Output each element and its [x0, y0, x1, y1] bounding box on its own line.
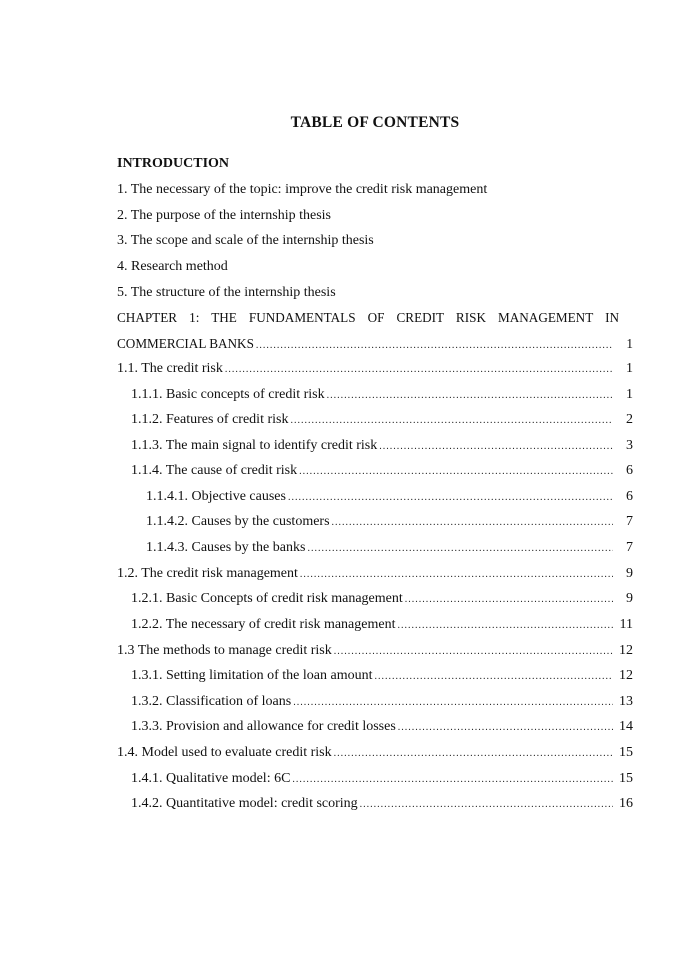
toc-entry — [117, 643, 633, 659]
toc-entry-page: 13 — [619, 694, 633, 709]
toc-entry-page: 7 — [626, 514, 633, 529]
toc-entry — [131, 591, 633, 607]
toc-entry — [131, 412, 633, 428]
toc-entry-page: 1 — [626, 336, 633, 351]
toc-entry-chapter1 — [117, 336, 633, 352]
toc-entry-page: 9 — [626, 566, 633, 581]
toc-entry-page: 9 — [626, 591, 633, 606]
toc-entry-page: 11 — [619, 617, 633, 632]
toc-entry-text: 1.3.2. Classification of loans — [131, 694, 292, 709]
toc-entry-page: 14 — [619, 719, 633, 734]
dot-leader — [290, 415, 613, 426]
toc-entry-text: 1.1. The credit risk — [117, 361, 223, 376]
dot-leader — [292, 774, 613, 785]
dot-leader — [256, 340, 613, 351]
toc-entry-text: 1.2.1. Basic Concepts of credit risk management — [131, 591, 403, 606]
toc-entry — [131, 463, 633, 479]
toc-entry-text: 1.1.4.2. Causes by the customers — [146, 514, 330, 529]
toc-entry-page: 2 — [626, 412, 633, 427]
toc-entry — [131, 694, 633, 710]
toc-entry-text: 1.1.1. Basic concepts of credit risk — [131, 387, 325, 402]
toc-entry — [131, 796, 633, 812]
intro-item-3: 3. The scope and scale of the internship thesis — [117, 233, 374, 248]
toc-entry — [131, 617, 633, 633]
toc-entry-page: 12 — [619, 643, 633, 658]
toc-entry — [131, 771, 633, 787]
intro-item-2: 2. The purpose of the internship thesis — [117, 208, 331, 223]
dot-leader — [397, 620, 613, 631]
toc-entry-page: 6 — [626, 489, 633, 504]
intro-item-1: 1. The necessary of the topic: improve the credit risk management — [117, 182, 488, 197]
dot-leader — [379, 441, 613, 452]
toc-entry — [131, 387, 633, 403]
dot-leader — [327, 390, 613, 401]
toc-entry-page: 3 — [626, 438, 633, 453]
toc-entry-page: 7 — [626, 540, 633, 555]
toc-entry — [146, 540, 633, 556]
toc-entry-page: 15 — [619, 745, 633, 760]
dot-leader — [225, 364, 613, 375]
toc-entry-page: 12 — [619, 668, 633, 683]
dot-leader — [299, 466, 613, 477]
dot-leader — [307, 543, 613, 554]
toc-entry-text: 1.1.4.3. Causes by the banks — [146, 540, 306, 555]
introduction-heading: INTRODUCTION — [117, 156, 230, 171]
toc-entry-text: 1.1.2. Features of credit risk — [131, 412, 289, 427]
chapter-heading-line1: CHAPTER 1: THE FUNDAMENTALS OF CREDIT RISK MANAGEMENT IN — [117, 310, 619, 325]
toc-entry-page: 15 — [619, 771, 633, 786]
toc-entry-text: 1.1.4.1. Objective causes — [146, 489, 286, 504]
intro-item-5: 5. The structure of the internship thesis — [117, 285, 336, 300]
toc-entry — [131, 438, 633, 454]
dot-leader — [293, 697, 613, 708]
toc-entry-text: 1.2.2. The necessary of credit risk management — [131, 617, 396, 632]
toc-entry-text: 1.3.1. Setting limitation of the loan amount — [131, 668, 373, 683]
toc-entry-text: 1.4.2. Quantitative model: credit scoring — [131, 796, 358, 811]
intro-item-4: 4. Research method — [117, 259, 228, 274]
toc-entry-text: 1.4.1. Qualitative model: 6C — [131, 771, 291, 786]
toc-entry — [146, 489, 633, 505]
toc-entry-text: 1.2. The credit risk management — [117, 566, 298, 581]
toc-entry-text: 1.1.3. The main signal to identify credit risk — [131, 438, 378, 453]
toc-entry — [117, 745, 633, 761]
toc-entry — [117, 361, 633, 377]
toc-entry — [146, 514, 633, 530]
toc-entry-text: 1.3 The methods to manage credit risk — [117, 643, 332, 658]
toc-entry-page: 1 — [626, 361, 633, 376]
dot-leader — [300, 569, 613, 580]
toc-entry-page: 1 — [626, 387, 633, 402]
dot-leader — [334, 748, 613, 759]
dot-leader — [374, 671, 613, 682]
dot-leader — [398, 722, 613, 733]
toc-entry-text: 1.1.4. The cause of credit risk — [131, 463, 298, 478]
toc-entry-text: COMMERCIAL BANKS — [117, 336, 254, 351]
dot-leader — [405, 594, 613, 605]
toc-entry-page: 6 — [626, 463, 633, 478]
toc-entry — [117, 566, 633, 582]
toc-entry-page: 16 — [619, 796, 633, 811]
toc-entry — [131, 719, 633, 735]
toc-entry-text: 1.4. Model used to evaluate credit risk — [117, 745, 332, 760]
dot-leader — [360, 799, 613, 810]
page-title: TABLE OF CONTENTS — [290, 114, 460, 131]
dot-leader — [288, 492, 613, 503]
dot-leader — [334, 646, 613, 657]
dot-leader — [332, 517, 613, 528]
toc-entry — [131, 668, 633, 684]
toc-entry-text: 1.3.3. Provision and allowance for credit losses — [131, 719, 396, 734]
